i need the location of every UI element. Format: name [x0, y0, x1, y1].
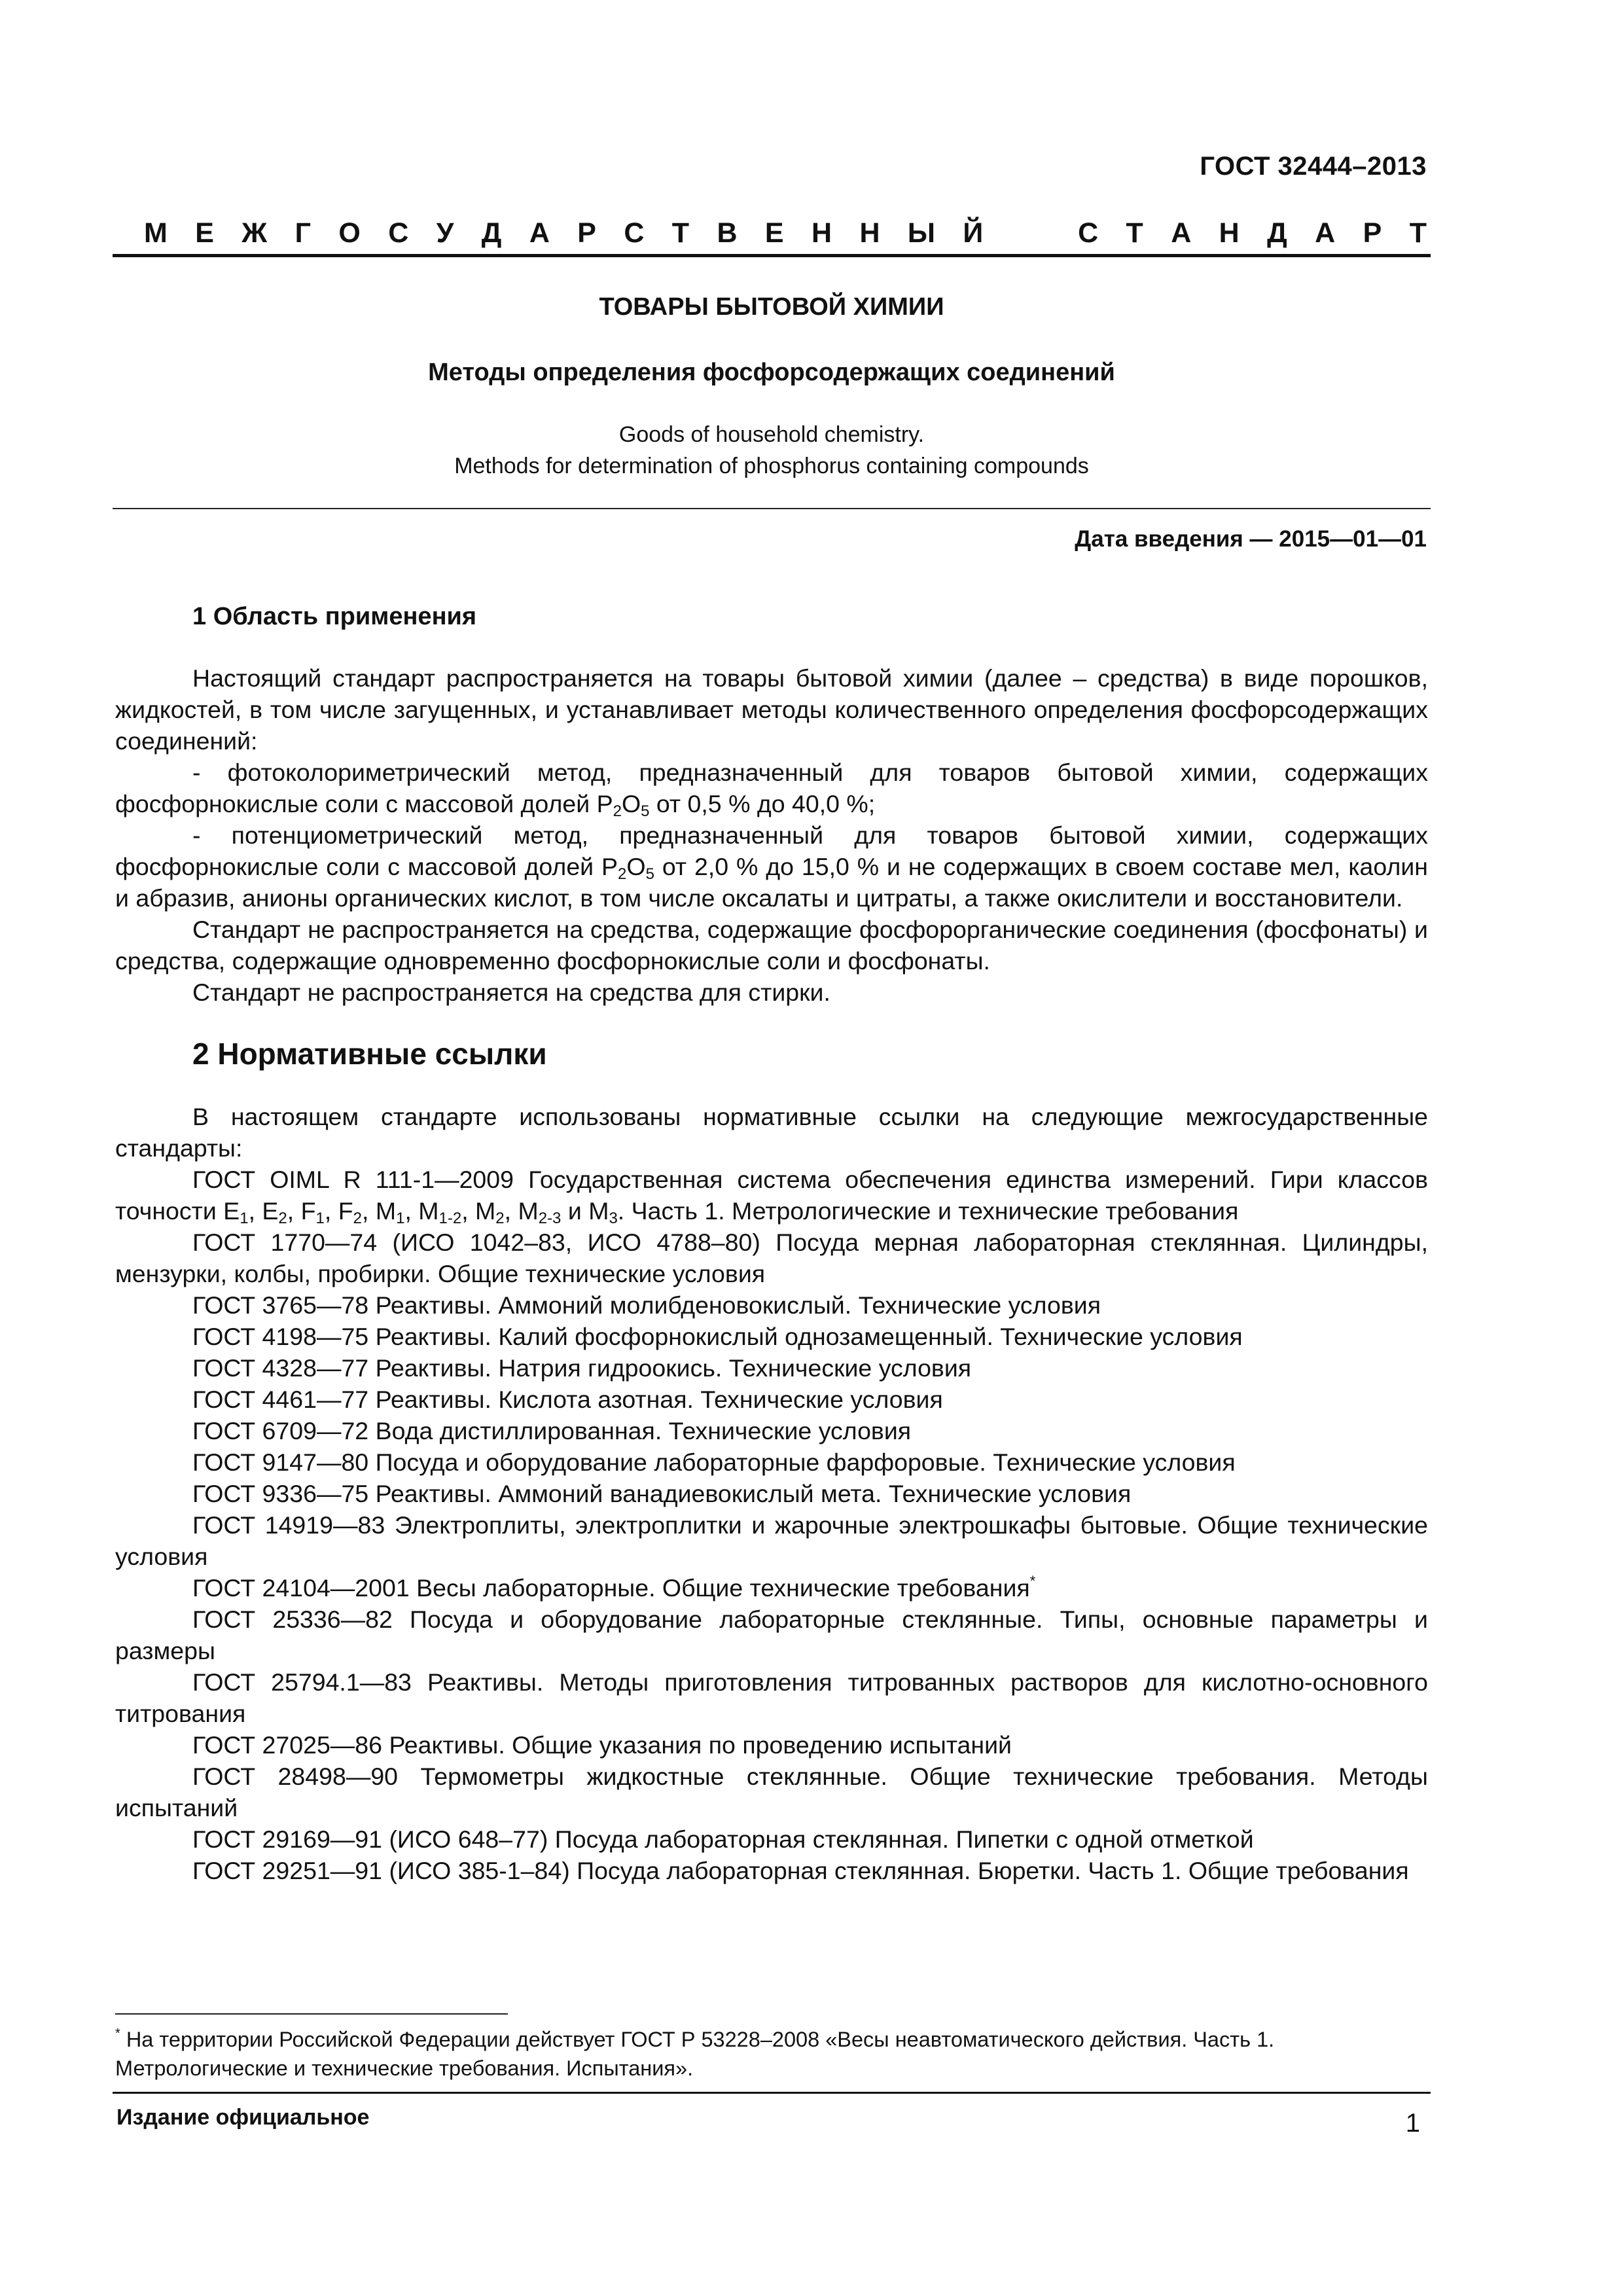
document-body [115, 601, 1428, 1886]
reference-item: ГОСТ 29251—91 (ИСО 385-1–84) Посуда лабораторная стеклянная. Бюретки. Часть 1. Общие требования [192, 1857, 1409, 1884]
document-subtitle: Методы определения фосфорсодержащих соединений [428, 359, 1115, 386]
letter: Н [812, 217, 832, 249]
letter: М [144, 217, 168, 249]
footnote-marker: * [115, 2026, 120, 2041]
reference-item: ГОСТ 6709—72 Вода дистиллированная. Технические условия [192, 1417, 912, 1444]
letter: Н [1219, 217, 1240, 249]
paragraph: - потенциометрический метод, предназначенный для товаров бытовой химии, содержащих фосфорнокислые соли с массовой долей $P_2O_5$ от 2,0 % до 15,0 % и не содержащих в своем составе мел, каолин и абразив, анионы органических кислот, в том числе оксалаты и цитраты, а также окислители и восстановители. [115, 821, 1428, 912]
reference-item: ГОСТ 28498—90 Термометры жидкостные стеклянные. Общие технические требования. Методы испытаний [115, 1763, 1428, 1821]
footer-divider [113, 2092, 1431, 2094]
letter: В [717, 217, 738, 249]
letter: Т [1409, 217, 1427, 249]
paragraph: Настоящий стандарт распространяется на товары бытовой химии (далее – средства) в виде порошков, жидкостей, в том числе загущенных, и устанавливает методы количественного определения фосфорсодержащих соединений: [115, 664, 1428, 755]
letter: Р [577, 217, 596, 249]
english-title-line-2: Methods for determination of phosphorus containing compounds [454, 454, 1089, 478]
page-number: 1 [1405, 2109, 1420, 2138]
header-divider [113, 254, 1431, 257]
footnote-marker: * [1029, 1573, 1036, 1589]
title-divider [113, 508, 1431, 509]
english-title [113, 419, 1431, 482]
section-2-heading: 2 Нормативные ссылки [192, 1037, 547, 1071]
paragraph: Стандарт не распространяется на средства для стирки. [192, 978, 830, 1006]
reference-item: ГОСТ 25794.1—83 Реактивы. Методы приготовления титрованных растворов для кислотно-основного титрования [115, 1668, 1428, 1727]
document-title: ТОВАРЫ БЫТОВОЙ ХИМИИ [599, 293, 944, 321]
reference-item: ГОСТ 4328—77 Реактивы. Натрия гидроокись. Технические условия [192, 1354, 972, 1382]
letter: Е [195, 217, 214, 249]
footnote-divider [115, 2013, 508, 2015]
footnote: * На территории Российской Федерации действует ГОСТ Р 53228–2008 «Весы неавтоматического действия. Часть 1. Метрологические и технические требования. Испытания». [115, 2026, 1275, 2080]
paragraph: Стандарт не распространяется на средства, содержащие фосфорорганические соединения (фосфонаты) и средства, содержащие одновременно фосфорнокислые соли и фосфонаты. [115, 916, 1428, 975]
letter: Т [1126, 217, 1143, 249]
gost-number: ГОСТ 32444–2013 [1200, 152, 1427, 181]
letter: Р [1363, 217, 1382, 249]
paragraph: - фотоколориметрический метод, предназначенный для товаров бытовой химии, содержащих фосфорнокислые соли с массовой долей $P_2O_5$ от 0,5 % до 40,0 %; [115, 759, 1428, 820]
reference-item: ГОСТ 3765—78 Реактивы. Аммоний молибденовокислый. Технические условия [192, 1291, 1101, 1319]
reference-item: ГОСТ 9336—75 Реактивы. Аммоний ванадиевокислый мета. Технические условия [192, 1480, 1132, 1507]
reference-item: ГОСТ 25336—82 Посуда и оборудование лабораторные стеклянные. Типы, основные параметры и размеры [115, 1605, 1428, 1664]
letter: Г [294, 217, 311, 249]
letter: О [338, 217, 361, 249]
letter: У [436, 217, 454, 249]
letter: А [529, 217, 550, 249]
letter: Ы [907, 217, 936, 249]
standard-kind-heading [144, 217, 1427, 249]
reference-item: ГОСТ 24104—2001 Весы лабораторные. Общие технические требования* [192, 1573, 1036, 1602]
reference-item: ГОСТ 27025—86 Реактивы. Общие указания по проведению испытаний [192, 1731, 1012, 1759]
edition-label: Издание официальное [116, 2105, 370, 2130]
letter: Т [671, 217, 690, 249]
reference-item: ГОСТ 14919—83 Электроплиты, электроплитки и жарочные электрошкафы бытовые. Общие технические условия [115, 1511, 1428, 1570]
reference-item: ГОСТ 29169—91 (ИСО 648–77) Посуда лабораторная стеклянная. Пипетки с одной отметкой [192, 1825, 1254, 1853]
word-gap [1011, 217, 1050, 249]
reference-item: ГОСТ OIML R 111-1—2009 Государственная система обеспечения единства измерений. Гири классов точности $E_1$, $E_2$, $F_1$, $F_2$, $M_1$, $M_{1-2}$, $M_2$, $M_{2-3}$ и $M_3$. Часть 1. Метрологические и технические требования [115, 1166, 1428, 1227]
reference-item: ГОСТ 9147—80 Посуда и оборудование лабораторные фарфоровые. Технические условия [192, 1448, 1236, 1476]
introduction-date: Дата введения — 2015—01—01 [1075, 526, 1427, 552]
reference-item: ГОСТ 4198—75 Реактивы. Калий фосфорнокислый однозамещенный. Технические условия [192, 1323, 1243, 1350]
paragraph: В настоящем стандарте использованы нормативные ссылки на следующие межгосударственные стандарты: [115, 1103, 1428, 1162]
letter: Е [764, 217, 784, 249]
letter: С [624, 217, 645, 249]
letter: Н [859, 217, 880, 249]
letter: Й [963, 217, 984, 249]
letter: А [1171, 217, 1192, 249]
letter: Д [1267, 217, 1287, 249]
reference-item: ГОСТ 1770—74 (ИСО 1042–83, ИСО 4788–80) Посуда мерная лабораторная стеклянная. Цилиндры, мензурки, колбы, пробирки. Общие технические условия [115, 1229, 1428, 1287]
section-1-heading: 1 Область применения [192, 603, 477, 630]
letter: С [1078, 217, 1099, 249]
letter: С [388, 217, 409, 249]
letter: Д [481, 217, 502, 249]
letter: Ж [241, 217, 268, 249]
english-title-line-1: Goods of household chemistry. [618, 422, 925, 447]
letter: А [1315, 217, 1336, 249]
reference-item: ГОСТ 4461—77 Реактивы. Кислота азотная. Технические условия [192, 1386, 943, 1413]
